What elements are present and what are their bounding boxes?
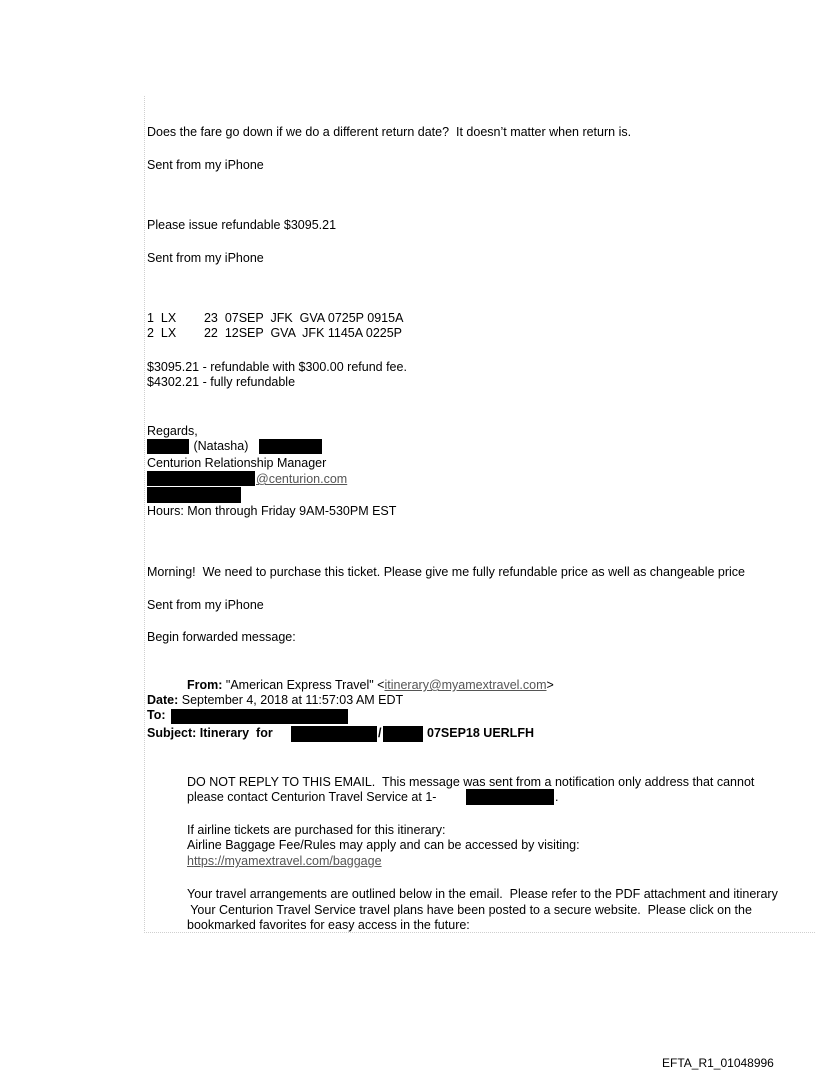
from-close: > bbox=[546, 678, 554, 692]
forwarded-header: Begin forwarded message: bbox=[147, 630, 296, 644]
signature-email-link[interactable]: @centurion.com bbox=[256, 472, 348, 486]
subject-label: Subject: Itinerary for bbox=[147, 726, 273, 740]
question-line: Does the fare go down if we do a different return date? It doesn’t matter when return is. bbox=[147, 125, 632, 139]
redaction bbox=[466, 789, 554, 805]
date-value: September 4, 2018 at 11:57:03 AM EDT bbox=[181, 693, 404, 707]
redaction bbox=[383, 726, 423, 742]
morning-line: Morning! We need to purchase this ticket. Please give me fully refundable price as well as changeable price bbox=[147, 565, 746, 579]
to-label: To: bbox=[147, 708, 166, 722]
date-label: Date: bbox=[147, 693, 182, 707]
sent-from-iphone: Sent from my iPhone bbox=[147, 158, 264, 172]
body-period: . bbox=[555, 790, 559, 804]
from-email-link[interactable]: itinerary@myamextravel.com bbox=[384, 678, 547, 692]
signature-name: (Natasha) bbox=[190, 439, 252, 453]
body-line: DO NOT REPLY TO THIS EMAIL. This message was sent from a notification only address that cannot bbox=[187, 775, 755, 789]
body-line: If airline tickets are purchased for this itinerary: bbox=[187, 823, 446, 837]
signature-title: Centurion Relationship Manager bbox=[147, 456, 327, 470]
fare-line: $4302.21 - fully refundable bbox=[147, 375, 296, 389]
regards: Regards, bbox=[147, 424, 198, 438]
body-line: Airline Baggage Fee/Rules may apply and can be accessed by visiting: bbox=[187, 838, 580, 852]
document-id: EFTA_R1_01048996 bbox=[662, 1056, 774, 1070]
body-line: please contact Centurion Travel Service at 1- bbox=[187, 790, 437, 804]
fare-line: $3095.21 - refundable with $300.00 refund fee. bbox=[147, 360, 407, 374]
from-line bbox=[187, 678, 554, 693]
redaction bbox=[291, 726, 377, 742]
flight-line: 1 LX 23 07SEP JFK GVA 0725P 0915A bbox=[147, 311, 404, 325]
from-label: From: bbox=[187, 678, 226, 692]
redaction bbox=[147, 439, 189, 454]
subject-tail: 07SEP18 UERLFH bbox=[427, 726, 534, 740]
redaction bbox=[259, 439, 322, 454]
from-value: "American Express Travel" < bbox=[225, 678, 385, 692]
sent-from-iphone: Sent from my iPhone bbox=[147, 598, 264, 612]
subject-slash: / bbox=[378, 726, 382, 740]
hours-line: Hours: Mon through Friday 9AM-530PM EST bbox=[147, 504, 397, 518]
redaction bbox=[171, 709, 348, 724]
date-line bbox=[147, 693, 403, 708]
issue-line: Please issue refundable $3095.21 bbox=[147, 218, 337, 232]
redaction bbox=[147, 487, 241, 503]
body-line: bookmarked favorites for easy access in the future: bbox=[187, 918, 470, 932]
redaction bbox=[147, 471, 255, 486]
baggage-link[interactable]: https://myamextravel.com/baggage bbox=[187, 854, 382, 868]
body-line: Your Centurion Travel Service travel plans have been posted to a secure website. Please click on the bbox=[187, 903, 752, 917]
body-line: Your travel arrangements are outlined below in the email. Please refer to the PDF attachment and itinerary bbox=[187, 887, 778, 901]
flight-line: 2 LX 22 12SEP GVA JFK 1145A 0225P bbox=[147, 326, 403, 340]
sent-from-iphone: Sent from my iPhone bbox=[147, 251, 264, 265]
